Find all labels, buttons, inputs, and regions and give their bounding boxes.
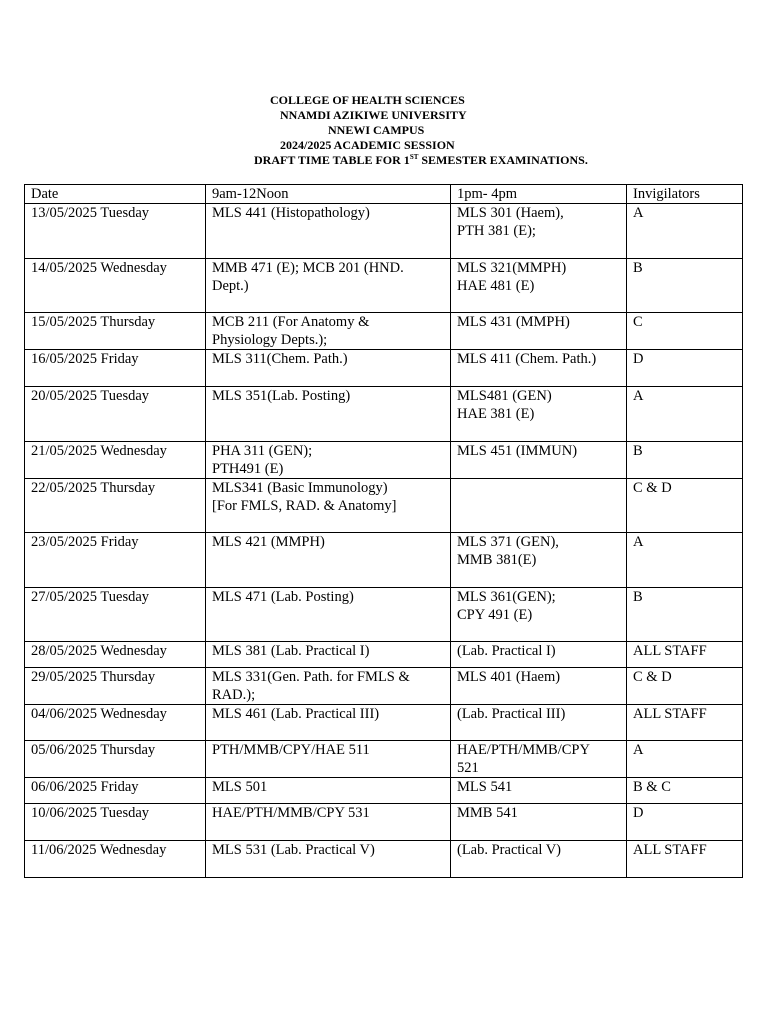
date-cell: 28/05/2025 Wednesday bbox=[25, 642, 206, 668]
morning-exam-cell: MLS341 (Basic Immunology) [For FMLS, RAD. & Anatomy] bbox=[206, 479, 451, 533]
date-cell: 20/05/2025 Tuesday bbox=[25, 387, 206, 442]
date-cell: 06/06/2025 Friday bbox=[25, 778, 206, 804]
afternoon-exam-cell: MLS 541 bbox=[451, 778, 627, 804]
title-superscript: ST bbox=[409, 153, 419, 161]
afternoon-exam-cell: MLS 451 (IMMUN) bbox=[451, 442, 627, 479]
timetable-body bbox=[25, 204, 743, 878]
table-row bbox=[25, 533, 743, 588]
morning-exam-cell: MLS 351(Lab. Posting) bbox=[206, 387, 451, 442]
afternoon-exam-cell: MLS 361(GEN); CPY 491 (E) bbox=[451, 588, 627, 642]
date-cell: 22/05/2025 Thursday bbox=[25, 479, 206, 533]
morning-exam-cell: MLS 501 bbox=[206, 778, 451, 804]
column-header-invigilators: Invigilators bbox=[627, 185, 743, 204]
invigilators-cell: B bbox=[627, 442, 743, 479]
table-row bbox=[25, 668, 743, 705]
title-text: DRAFT TIME TABLE FOR 1 bbox=[254, 153, 410, 167]
invigilators-cell: C bbox=[627, 313, 743, 350]
table-row bbox=[25, 588, 743, 642]
table-row bbox=[25, 313, 743, 350]
date-cell: 29/05/2025 Thursday bbox=[25, 668, 206, 705]
invigilators-cell: ALL STAFF bbox=[627, 841, 743, 878]
college-name: COLLEGE OF HEALTH SCIENCES bbox=[270, 93, 465, 107]
morning-exam-cell: MLS 471 (Lab. Posting) bbox=[206, 588, 451, 642]
morning-exam-cell: PTH/MMB/CPY/HAE 511 bbox=[206, 741, 451, 778]
table-row bbox=[25, 442, 743, 479]
afternoon-exam-cell: MLS 321(MMPH) HAE 481 (E) bbox=[451, 259, 627, 313]
morning-exam-cell: HAE/PTH/MMB/CPY 531 bbox=[206, 804, 451, 841]
date-cell: 21/05/2025 Wednesday bbox=[25, 442, 206, 479]
table-row bbox=[25, 259, 743, 313]
morning-exam-cell: MLS 531 (Lab. Practical V) bbox=[206, 841, 451, 878]
morning-exam-cell: MLS 311(Chem. Path.) bbox=[206, 350, 451, 387]
invigilators-cell: C & D bbox=[627, 479, 743, 533]
column-header-date: Date bbox=[25, 185, 206, 204]
column-header-afternoon: 1pm- 4pm bbox=[451, 185, 627, 204]
invigilators-cell: B & C bbox=[627, 778, 743, 804]
afternoon-exam-cell: (Lab. Practical III) bbox=[451, 705, 627, 741]
table-row bbox=[25, 841, 743, 878]
table-row bbox=[25, 705, 743, 741]
table-row bbox=[25, 204, 743, 259]
invigilators-cell: B bbox=[627, 259, 743, 313]
date-cell: 13/05/2025 Tuesday bbox=[25, 204, 206, 259]
afternoon-exam-cell: MLS 431 (MMPH) bbox=[451, 313, 627, 350]
invigilators-cell: ALL STAFF bbox=[627, 642, 743, 668]
document-title bbox=[254, 153, 588, 168]
column-header-morning: 9am-12Noon bbox=[206, 185, 451, 204]
table-row bbox=[25, 387, 743, 442]
afternoon-exam-cell: MLS 301 (Haem), PTH 381 (E); bbox=[451, 204, 627, 259]
university-name: NNAMDI AZIKIWE UNIVERSITY bbox=[280, 108, 467, 122]
date-cell: 15/05/2025 Thursday bbox=[25, 313, 206, 350]
invigilators-cell: A bbox=[627, 741, 743, 778]
morning-exam-cell: PHA 311 (GEN); PTH491 (E) bbox=[206, 442, 451, 479]
academic-session: 2024/2025 ACADEMIC SESSION bbox=[280, 138, 455, 152]
morning-exam-cell: MLS 461 (Lab. Practical III) bbox=[206, 705, 451, 741]
invigilators-cell: D bbox=[627, 350, 743, 387]
morning-exam-cell: MLS 331(Gen. Path. for FMLS & RAD.); bbox=[206, 668, 451, 705]
invigilators-cell: ALL STAFF bbox=[627, 705, 743, 741]
afternoon-exam-cell: (Lab. Practical V) bbox=[451, 841, 627, 878]
date-cell: 04/06/2025 Wednesday bbox=[25, 705, 206, 741]
invigilators-cell: B bbox=[627, 588, 743, 642]
morning-exam-cell: MCB 211 (For Anatomy & Physiology Depts.); bbox=[206, 313, 451, 350]
date-cell: 14/05/2025 Wednesday bbox=[25, 259, 206, 313]
morning-exam-cell: MLS 441 (Histopathology) bbox=[206, 204, 451, 259]
afternoon-exam-cell: MLS481 (GEN) HAE 381 (E) bbox=[451, 387, 627, 442]
date-cell: 27/05/2025 Tuesday bbox=[25, 588, 206, 642]
afternoon-exam-cell: HAE/PTH/MMB/CPY 521 bbox=[451, 741, 627, 778]
invigilators-cell: A bbox=[627, 204, 743, 259]
invigilators-cell: C & D bbox=[627, 668, 743, 705]
invigilators-cell: A bbox=[627, 533, 743, 588]
morning-exam-cell: MMB 471 (E); MCB 201 (HND. Dept.) bbox=[206, 259, 451, 313]
invigilators-cell: D bbox=[627, 804, 743, 841]
table-row bbox=[25, 804, 743, 841]
date-cell: 05/06/2025 Thursday bbox=[25, 741, 206, 778]
table-row bbox=[25, 741, 743, 778]
table-header-row bbox=[25, 185, 743, 204]
afternoon-exam-cell: MLS 401 (Haem) bbox=[451, 668, 627, 705]
date-cell: 16/05/2025 Friday bbox=[25, 350, 206, 387]
morning-exam-cell: MLS 421 (MMPH) bbox=[206, 533, 451, 588]
exam-timetable bbox=[24, 184, 743, 878]
table-row bbox=[25, 479, 743, 533]
date-cell: 11/06/2025 Wednesday bbox=[25, 841, 206, 878]
morning-exam-cell: MLS 381 (Lab. Practical I) bbox=[206, 642, 451, 668]
table-row bbox=[25, 350, 743, 387]
title-text-end: SEMESTER EXAMINATIONS. bbox=[418, 153, 588, 167]
afternoon-exam-cell: MMB 541 bbox=[451, 804, 627, 841]
afternoon-exam-cell: MLS 411 (Chem. Path.) bbox=[451, 350, 627, 387]
table-row bbox=[25, 642, 743, 668]
table-row bbox=[25, 778, 743, 804]
campus-name: NNEWI CAMPUS bbox=[328, 123, 425, 137]
date-cell: 10/06/2025 Tuesday bbox=[25, 804, 206, 841]
date-cell: 23/05/2025 Friday bbox=[25, 533, 206, 588]
afternoon-exam-cell bbox=[451, 479, 627, 533]
afternoon-exam-cell: MLS 371 (GEN), MMB 381(E) bbox=[451, 533, 627, 588]
afternoon-exam-cell: (Lab. Practical I) bbox=[451, 642, 627, 668]
invigilators-cell: A bbox=[627, 387, 743, 442]
